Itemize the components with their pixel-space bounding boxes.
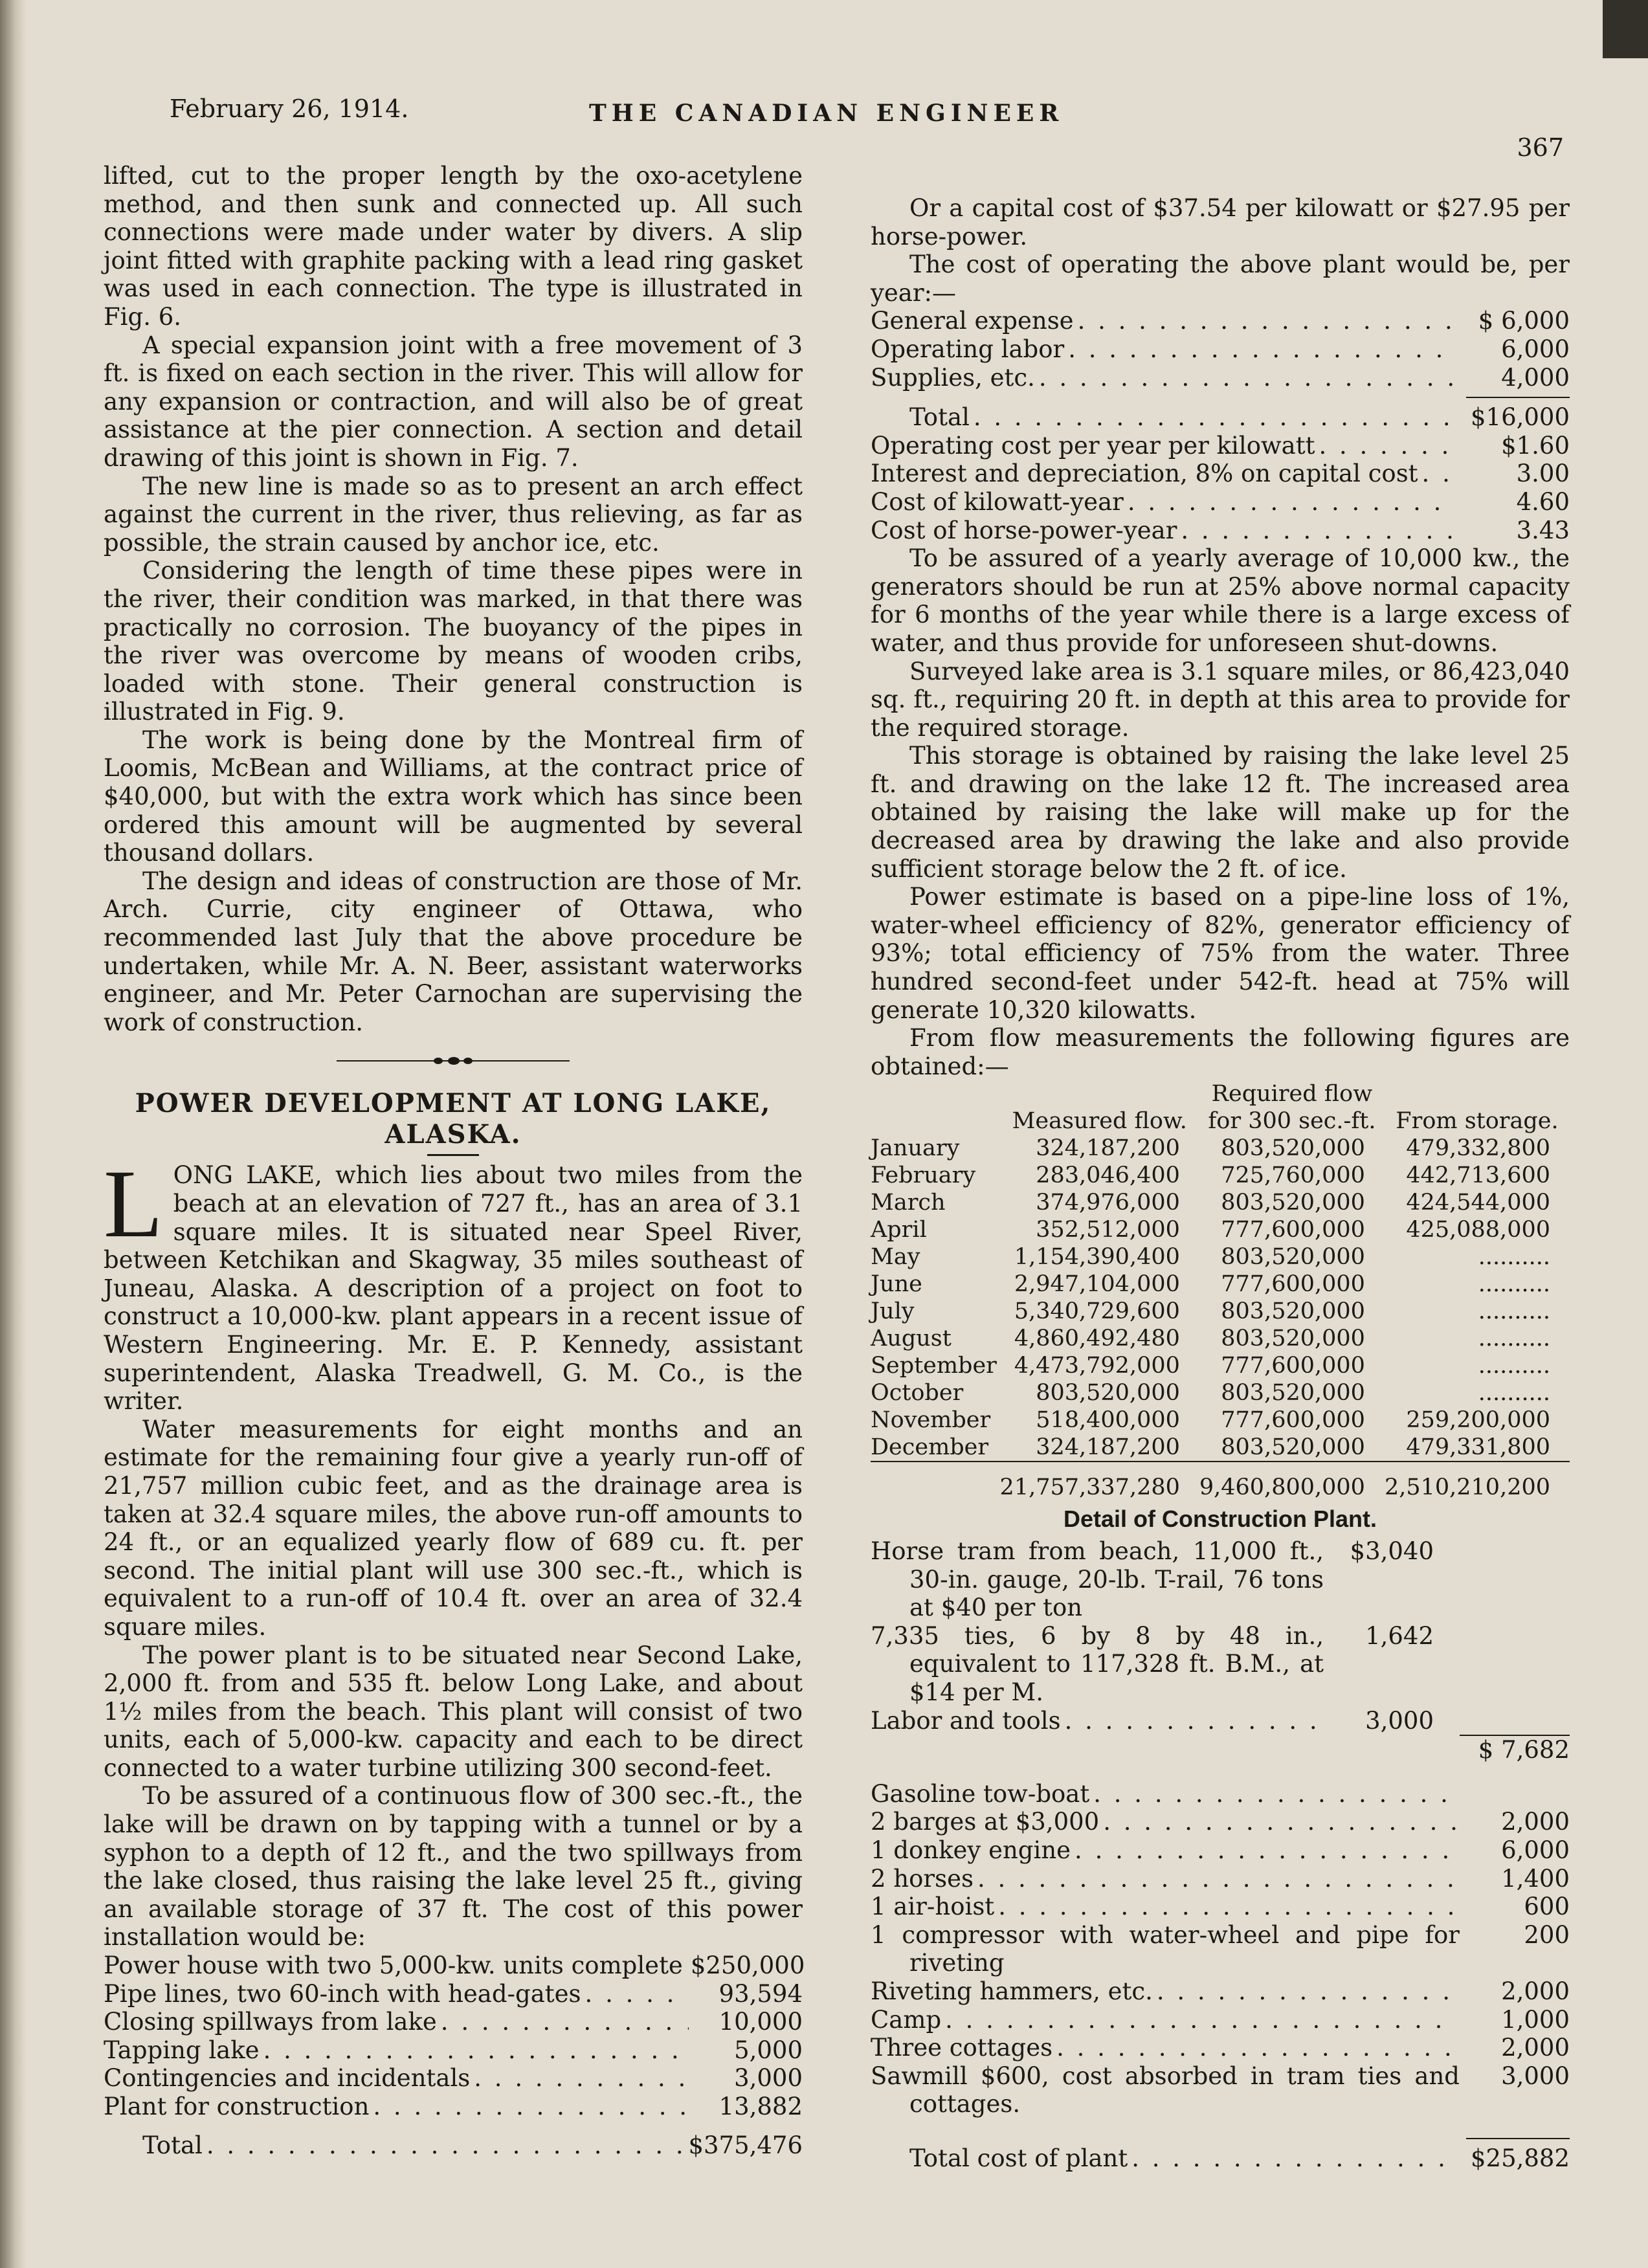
cost-total-row: Total . . . $375,476 (104, 2131, 803, 2160)
cost-row: Tapping lake . . . 5,000 (104, 2036, 803, 2065)
table-cell-required: 803,520,000 (1221, 1135, 1365, 1162)
plant-row: Sawmill $600, cost absorbed in tram ties and cottages. 3,000 (871, 2062, 1570, 2118)
table-row (871, 1406, 1570, 1434)
paragraph: This storage is obtained by raising the lake level 25 ft. and drawing on the lake 12 ft. The increased area obtained by raising the lake will make up for the decreased area by drawing the lake and also provide sufficient storage below the 2 ft. of ice. (871, 742, 1570, 883)
table-row (871, 1352, 1570, 1379)
table-cell-month: March (871, 1190, 946, 1216)
table-cell-month: May (871, 1244, 920, 1271)
table-cell-month: December (871, 1434, 989, 1461)
total-required: 9,460,800,000 (1199, 1474, 1365, 1501)
drop-cap: L (104, 1150, 163, 1258)
plant-cost-list (871, 1780, 1570, 2118)
table-cell-month: April (871, 1217, 927, 1243)
table-row (871, 1243, 1570, 1271)
table-cell-required: 777,600,000 (1221, 1217, 1365, 1243)
cost-row: Horse tram from beach, 11,000 ft., 30-in. gauge, 20-lb. T-rail, 76 tons at $40 per ton $3,040 (871, 1537, 1434, 1622)
plant-total-row: Total cost of plant . . . $25,882 (871, 2144, 1570, 2173)
table-cell-required: 803,520,000 (1221, 1380, 1365, 1406)
cost-row: 7,335 ties, 6 by 8 by 48 in., equivalent to 117,328 ft. B.M., at $14 per M. 1,642 (871, 1621, 1434, 1706)
divider-ornament (434, 1056, 473, 1066)
right-column (871, 194, 1570, 2172)
table-cell-month: September (871, 1353, 997, 1379)
table-cell-storage: .......... (1478, 1380, 1550, 1406)
table-cell-required: 777,600,000 (1221, 1353, 1365, 1379)
section-divider (337, 1053, 570, 1069)
plant-row: Three cottages . . . 2,000 (871, 2034, 1570, 2062)
paragraph: The new line is made so as to present an arch effect against the current in the river, thus relieving, as far as possible, the strain caused by anchor ice, etc. (104, 472, 803, 557)
table-cell-measured: 1,154,390,400 (1014, 1244, 1180, 1271)
paragraph: Or a capital cost of $37.54 per kilowatt or $27.95 per horse-power. (871, 194, 1570, 250)
table-cell-month: November (871, 1407, 991, 1434)
operating-cost-list (871, 307, 1570, 544)
table-cell-storage: 442,713,600 (1406, 1162, 1550, 1189)
column-header: Measured flow. (1012, 1108, 1187, 1135)
total-storage: 2,510,210,200 (1384, 1474, 1550, 1501)
left-column (104, 162, 803, 2159)
paragraph: Power estimate is based on a pipe-line loss of 1%, water-wheel efficiency of 82%, generator efficiency of 93%; total efficiency of 75% from the water. Three hundred second-feet under 542-ft. head at 75% will generate 10,320 kilowatts. (871, 883, 1570, 1024)
plant-row: 1 air-hoist . . . 600 (871, 1893, 1570, 1921)
table-cell-measured: 4,473,792,000 (1014, 1353, 1180, 1379)
tram-total-row: $ 7,682 (871, 1735, 1570, 1764)
table-cell-required: 803,520,000 (1221, 1244, 1365, 1271)
table-cell-storage: 425,088,000 (1406, 1217, 1550, 1243)
plant-row: Camp . . . 1,000 (871, 2006, 1570, 2034)
table-cell-storage: .......... (1478, 1271, 1550, 1298)
table-row (871, 1434, 1570, 1462)
table-cell-measured: 324,187,200 (1036, 1434, 1180, 1461)
lead-paragraph (104, 1150, 803, 1416)
table-header-row (871, 1080, 1570, 1135)
cost-row: Operating labor . . . 6,000 (871, 335, 1570, 364)
cost-row: Pipe lines, two 60-inch with head-gates . . . 93,594 (104, 1980, 803, 2008)
table-row (871, 1216, 1570, 1243)
cost-row: Closing spillways from lake . . . 10,000 (104, 2008, 803, 2036)
table-cell-month: July (871, 1298, 915, 1325)
table-row (871, 1298, 1570, 1325)
total-measured: 21,757,337,280 (999, 1474, 1180, 1501)
table-cell-storage: 479,331,800 (1406, 1434, 1550, 1461)
plant-row: 2 barges at $3,000 . . . 2,000 (871, 1808, 1570, 1836)
table-cell-storage: 424,544,000 (1406, 1190, 1550, 1216)
flow-table-body (871, 1135, 1570, 1501)
flow-table (871, 1080, 1570, 1501)
paragraph: The work is being done by the Montreal firm of Loomis, McBean and Williams, at the contract price of $40,000, but with the extra work which has since been ordered this amount will be augmented by several thousand dollars. (104, 726, 803, 867)
page-number: 367 (1517, 133, 1564, 162)
table-cell-storage: .......... (1478, 1244, 1550, 1271)
cost-row: Cost of kilowatt-year . . . 4.60 (871, 488, 1570, 517)
table-cell-month: October (871, 1380, 964, 1406)
plant-row: Riveting hammers, etc. . . . 2,000 (871, 1977, 1570, 2006)
table-cell-required: 777,600,000 (1221, 1271, 1365, 1298)
table-cell-required: 777,600,000 (1221, 1407, 1365, 1434)
column-header: Required flow for 300 sec.-ft. (1208, 1081, 1376, 1135)
running-head (162, 91, 1564, 162)
table-cell-required: 725,760,000 (1221, 1162, 1365, 1189)
title-rule (427, 1154, 479, 1156)
table-cell-month: February (871, 1162, 976, 1189)
table-cell-measured: 374,976,000 (1036, 1190, 1180, 1216)
table-cell-measured: 352,512,000 (1036, 1217, 1180, 1243)
issue-date: February 26, 1914. (170, 94, 409, 123)
table-row (871, 1189, 1570, 1216)
cost-row: Contingencies and incidentals . . . 3,000 (104, 2064, 803, 2093)
table-cell-measured: 803,520,000 (1036, 1380, 1180, 1406)
paragraph: To be assured of a continuous flow of 300 sec.-ft., the lake will be drawn on by tapping with a tunnel or by a syphon to a depth of 12 ft., and the two spillways from the lake closed, thus raising the lake level 25 ft., giving an available storage of 37 ft. The cost of this power installation would be: (104, 1782, 803, 1951)
binding-gutter (0, 0, 26, 2268)
column-header: From storage. (1396, 1108, 1559, 1135)
table-row (871, 1325, 1570, 1352)
table-cell-measured: 283,046,400 (1036, 1162, 1180, 1189)
table-cell-measured: 518,400,000 (1036, 1407, 1180, 1434)
table-cell-required: 803,520,000 (1221, 1190, 1365, 1216)
installation-cost-list (104, 1951, 803, 2159)
plant-row: 1 compressor with water-wheel and pipe for riveting 200 (871, 1920, 1570, 1977)
plant-title: Detail of Construction Plant. (1063, 1506, 1377, 1533)
cost-row: General expense . . . $ 6,000 (871, 307, 1570, 335)
table-cell-required: 803,520,000 (1221, 1298, 1365, 1325)
paragraph: A special expansion joint with a free movement of 3 ft. is fixed on each section in the river. This will allow for any expansion or contraction, and will also be of great assistance at the pier connection. A section and detail drawing of this joint is shown in Fig. 7. (104, 331, 803, 472)
table-cell-month: August (871, 1326, 952, 1352)
paragraph: From flow measurements the following figures are obtained:— (871, 1024, 1570, 1080)
table-cell-storage: 259,200,000 (1406, 1407, 1550, 1434)
table-cell-storage: .......... (1478, 1298, 1550, 1325)
sum-rule (1466, 397, 1570, 398)
table-cell-storage: .......... (1478, 1326, 1550, 1352)
plant-row: 2 horses . . . 1,400 (871, 1865, 1570, 1893)
tram-cost-list (871, 1537, 1570, 1764)
cost-row: Interest and depreciation, 8% on capital cost . . . 3.00 (871, 460, 1570, 488)
cost-row: Labor and tools . . . 3,000 (871, 1707, 1570, 1735)
paragraph: The cost of operating the above plant would be, per year:— (871, 250, 1570, 307)
table-row (871, 1379, 1570, 1406)
cost-row: Power house with two 5,000-kw. units complete $250,000 (104, 1951, 805, 1980)
paragraph: To be assured of a yearly average of 10,000 kw., the generators should be run at 25% above normal capacity for 6 months of the year while there is a large excess of water, and thus provide for unforeseen shut-downs. (871, 544, 1570, 657)
table-cell-required: 803,520,000 (1221, 1326, 1365, 1352)
table-row (871, 1162, 1570, 1189)
table-cell-month: June (871, 1271, 922, 1298)
table-cell-measured: 4,860,492,480 (1014, 1326, 1180, 1352)
paragraph: Considering the length of time these pipes were in the river, their condition was marked, in that there was practically no corrosion. The buoyancy of the pipes in the river was overcome by means of wooden cribs, loaded with stone. Their general construction is illustrated in Fig. 9. (104, 557, 803, 726)
table-row (871, 1271, 1570, 1298)
table-cell-month: January (871, 1135, 960, 1162)
plant-row: 1 donkey engine . . . 6,000 (871, 1836, 1570, 1865)
cost-row: Operating cost per year per kilowatt . . . $1.60 (871, 432, 1570, 460)
plant-row: Gasoline tow-boat . . . (871, 1780, 1570, 1808)
paragraph: Surveyed lake area is 3.1 square miles, or 86,423,040 sq. ft., requiring 20 ft. in depth at this area to provide for the required storage. (871, 657, 1570, 742)
cost-row: Plant for construction . . . 13,882 (104, 2093, 803, 2121)
lead-paragraph-text: ONG LAKE, which lies about two miles from the beach at an elevation of 727 ft., has an area of 3.1 square miles. It is situated near Speel River, between Ketchikan and Skagway, 35 miles southeast of Juneau, Alaska. A description of a project on foot to construct a 10,000-kw. plant appears in a recent issue of Western Engineering. Mr. E. P. Kennedy, assistant superintendent, Alaska Treadwell, G. M. Co., is the writer. (104, 1161, 803, 1416)
table-cell-measured: 2,947,104,000 (1014, 1271, 1180, 1298)
article-title: POWER DEVELOPMENT AT LONG LAKE, ALASKA. (135, 1088, 772, 1150)
cost-row: Cost of horse-power-year . . . 3.43 (871, 517, 1570, 545)
table-row (871, 1135, 1570, 1162)
page-corner-shadow (1603, 0, 1648, 58)
totals-row (871, 1465, 1570, 1501)
paragraph: The design and ideas of construction are those of Mr. Arch. Currie, city engineer of Ottawa, who recommended last July that the above procedure be undertaken, while Mr. A. N. Beer, assistant waterworks engineer, and Mr. Peter Carnochan are supervising the work of construction. (104, 867, 803, 1036)
table-cell-storage: 479,332,800 (1406, 1135, 1550, 1162)
table-cell-measured: 324,187,200 (1036, 1135, 1180, 1162)
journal-title: THE CANADIAN ENGINEER (589, 100, 1064, 127)
cost-row: Supplies, etc. . . . 4,000 (871, 364, 1570, 392)
paragraph: lifted, cut to the proper length by the oxo-acetylene method, and then sunk and connected up. All such connections were made under water by divers. A slip joint fitted with graphite packing with a lead ring gasket was used in each connection. The type is illustrated in Fig. 6. (104, 162, 803, 331)
cost-total-row: Total . . . $16,000 (871, 403, 1570, 432)
table-cell-storage: .......... (1478, 1353, 1550, 1379)
table-cell-measured: 5,340,729,600 (1014, 1298, 1180, 1325)
table-cell-required: 803,520,000 (1221, 1434, 1365, 1461)
paragraph: Water measurements for eight months and an estimate for the remaining four give a yearly run-off of 21,757 million cubic feet, and as the drainage area is taken at 32.4 square miles, the above run-off amounts to 24 ft., or an equalized yearly flow of 689 cu. ft. per second. The initial plant will use 300 sec.-ft., which is equivalent to a run-off of 10.4 ft. over an area of 32.4 square miles. (104, 1415, 803, 1641)
paragraph: The power plant is to be situated near Second Lake, 2,000 ft. from and 535 ft. below Long Lake, and about 1½ miles from the beach. This plant will consist of two units, each of 5,000-kw. capacity and each to be direct connected to a water turbine utilizing 300 second-feet. (104, 1641, 803, 1782)
sum-rule (1466, 2138, 1570, 2139)
